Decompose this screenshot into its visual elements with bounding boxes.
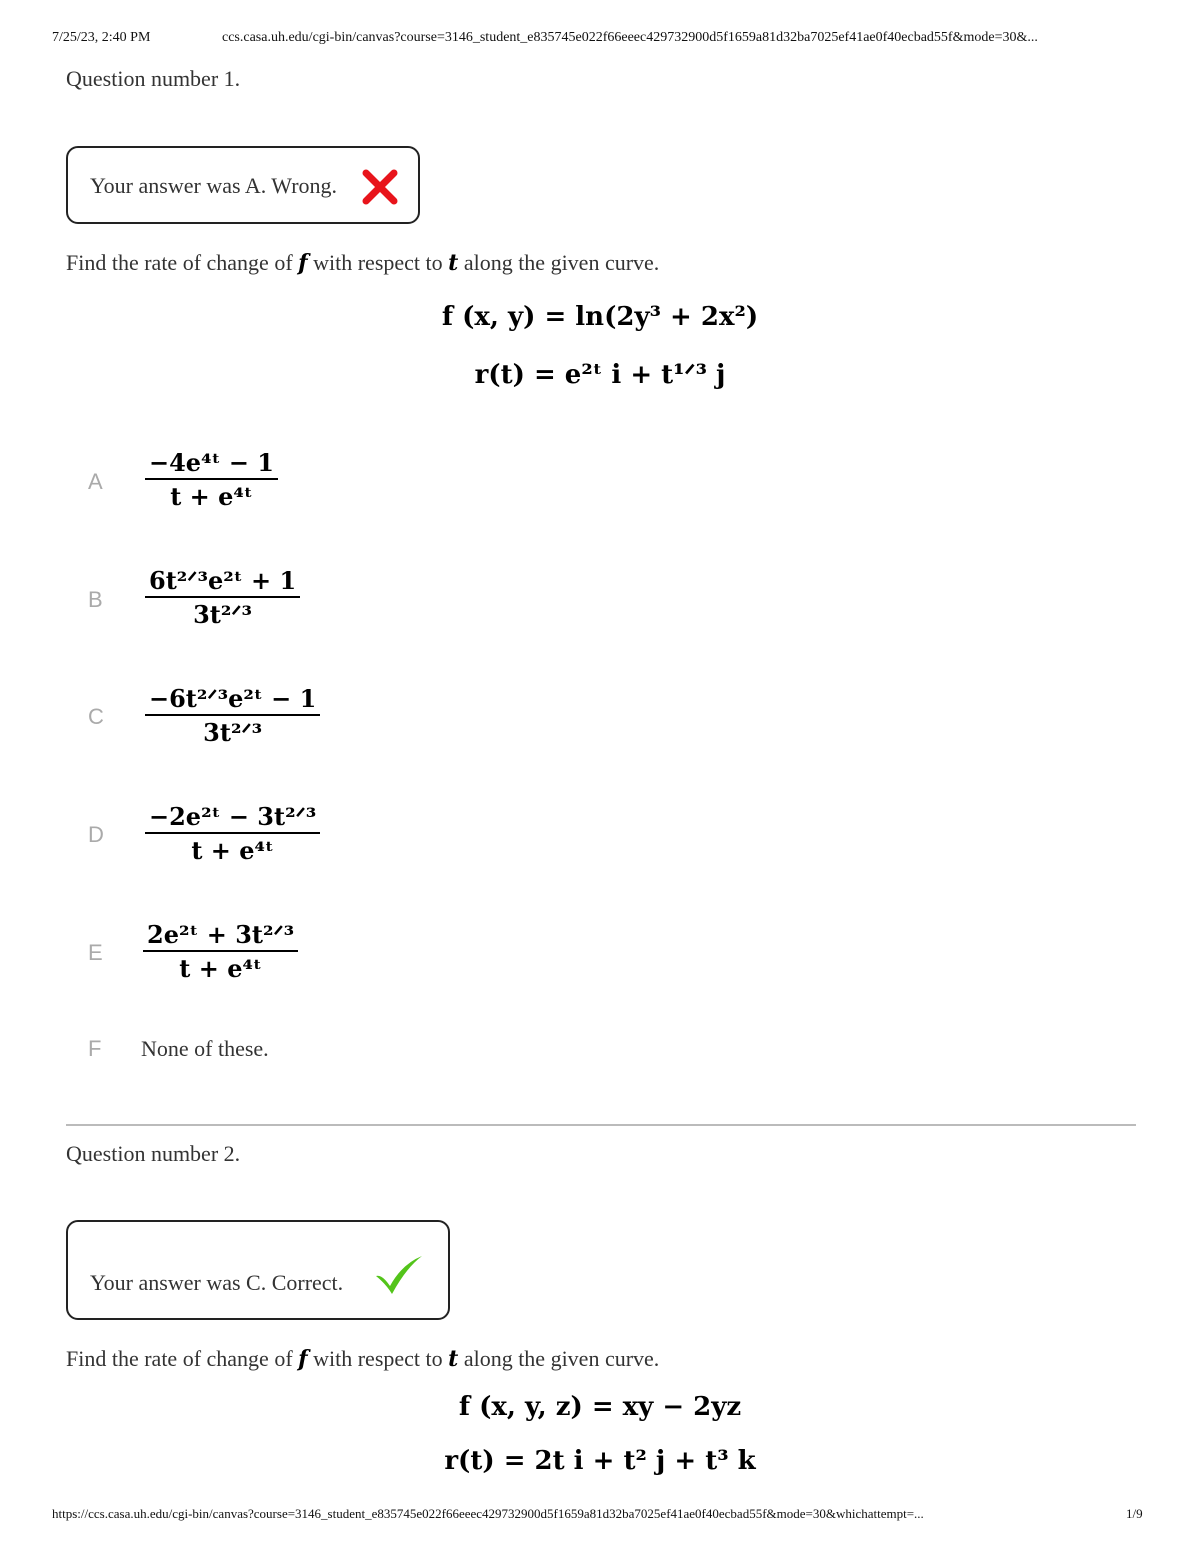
option-b-fraction[interactable] [145, 566, 300, 630]
fraction-denominator: t + e⁴ᵗ [191, 836, 274, 865]
fraction-denominator: t + e⁴ᵗ [179, 954, 262, 983]
fraction-numerator: 2e²ᵗ + 3t²ᐟ³ [143, 920, 298, 952]
option-letter-b[interactable]: B [88, 587, 103, 612]
fraction-denominator: 3t²ᐟ³ [193, 600, 253, 629]
answer-feedback-text: Your answer was C. Correct. [90, 1270, 344, 1295]
option-f-text[interactable]: None of these. [141, 1036, 269, 1061]
question-prompt: Find the rate of change of f with respect to t along the given curve. [66, 1346, 660, 1372]
option-a-fraction[interactable] [145, 448, 278, 512]
fraction-denominator: 3t²ᐟ³ [203, 718, 263, 747]
option-c-fraction[interactable] [145, 684, 320, 748]
question-number: Question number 2. [66, 1141, 241, 1166]
print-datetime: 7/25/23, 2:40 PM [52, 30, 151, 45]
fraction-numerator: −2e²ᵗ − 3t²ᐟ³ [145, 802, 320, 834]
answer-feedback-box [66, 146, 420, 224]
answer-feedback-text: Your answer was A. Wrong. [90, 173, 338, 198]
cross-icon [360, 167, 400, 207]
option-letter-c[interactable]: C [88, 704, 104, 729]
option-e-fraction[interactable] [143, 920, 298, 984]
option-letter-a[interactable]: A [88, 469, 103, 494]
fraction-denominator: t + e⁴ᵗ [170, 482, 253, 511]
print-url[interactable]: ccs.casa.uh.edu/cgi-bin/canvas?course=3146_student_e835745e022f66eeec429732900d5f1659a81d32ba7025ef41ae0f40ecbad55f&mode=30&... [222, 30, 1038, 45]
option-letter-d[interactable]: D [88, 822, 104, 847]
option-d-fraction[interactable] [145, 802, 320, 866]
fraction-numerator: 6t²ᐟ³e²ᵗ + 1 [145, 566, 300, 598]
question-number: Question number 1. [66, 66, 241, 91]
fraction-numerator: −4e⁴ᵗ − 1 [145, 448, 278, 480]
function-equation: f (x, y, z) = xy − 2yz [458, 1392, 742, 1422]
answer-feedback-box [66, 1220, 450, 1320]
option-letter-f[interactable]: F [88, 1036, 102, 1061]
curve-equation: r(t) = e²ᵗ i + t¹ᐟ³ j [474, 360, 726, 390]
question-divider [66, 1124, 1136, 1126]
footer-url[interactable]: https://ccs.casa.uh.edu/cgi-bin/canvas?course=3146_student_e835745e022f66eeec429732900d5f1659a81d32ba7025ef41ae0f40ecbad55f&mode=30&whichattempt=... [52, 1506, 924, 1521]
question-prompt: Find the rate of change of f with respect to t along the given curve. [66, 250, 660, 276]
curve-equation: r(t) = 2t i + t² j + t³ k [444, 1446, 756, 1476]
fraction-numerator: −6t²ᐟ³e²ᵗ − 1 [145, 684, 320, 716]
function-equation: f (x, y) = ln(2y³ + 2x²) [441, 302, 759, 332]
page-number: 1/9 [1126, 1506, 1143, 1521]
option-letter-e[interactable]: E [88, 940, 103, 965]
checkmark-icon [372, 1254, 424, 1296]
